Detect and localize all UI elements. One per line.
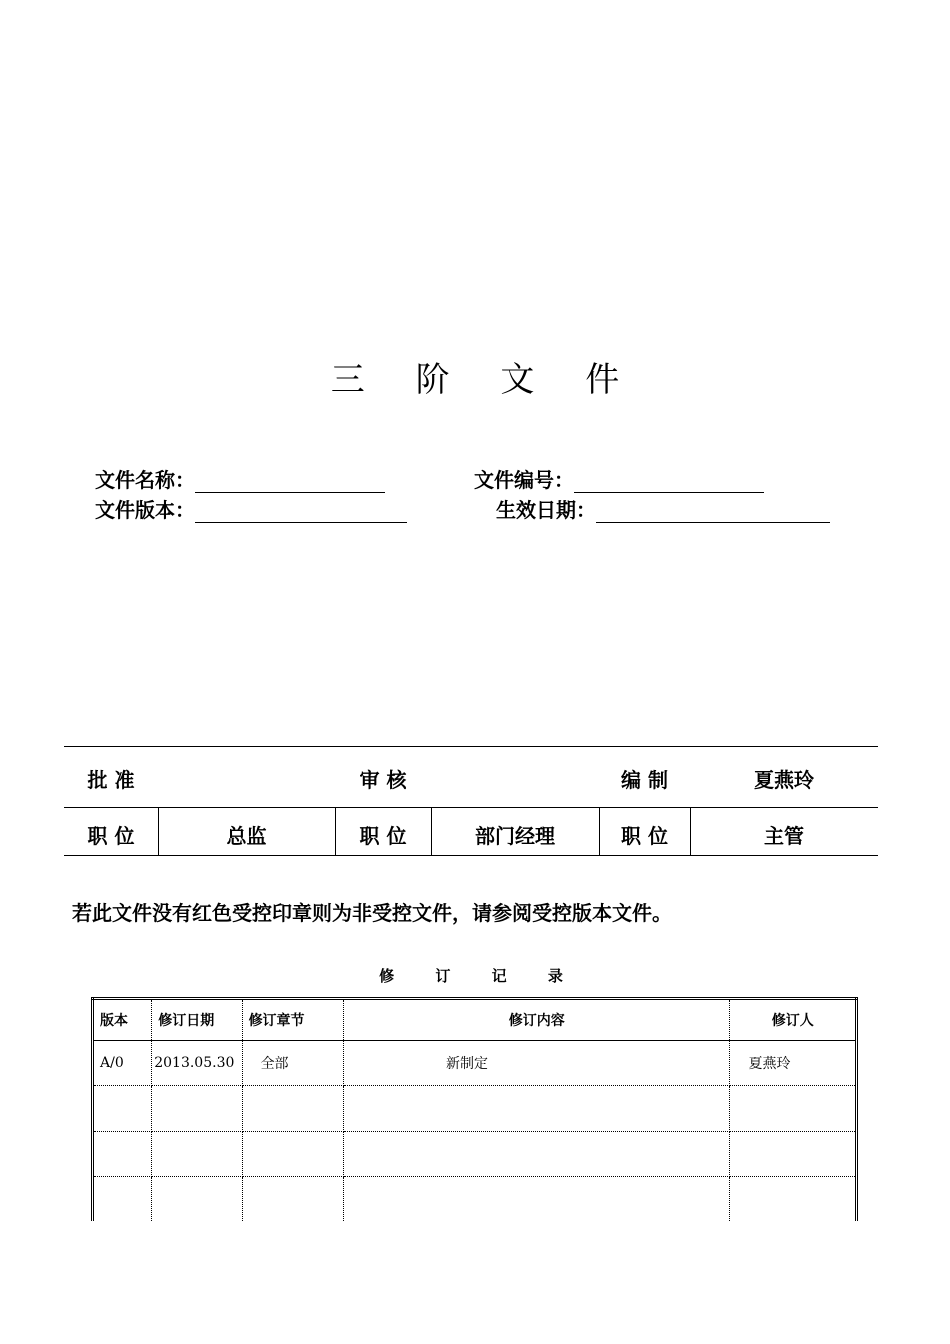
file-version-blank: [195, 500, 407, 523]
review-position-label: 职 位: [359, 824, 407, 848]
file-number-label: 文件编号：: [474, 468, 574, 492]
file-number-field: [474, 464, 764, 493]
file-name-label: 文件名称：: [95, 468, 195, 492]
header-reviser: 修订人: [730, 999, 857, 1041]
approve-label: 批 准: [87, 768, 135, 792]
table-row: [93, 1131, 857, 1176]
revision-title: 修 订 记 录: [379, 967, 581, 985]
file-version-field: [95, 494, 407, 523]
file-name-blank: [195, 470, 385, 493]
document-title: 三 阶 文 件: [330, 360, 640, 400]
cell-version: [93, 1131, 152, 1176]
prepare-position: 主管: [764, 824, 804, 848]
cell-date: [152, 1131, 242, 1176]
cell-content: [343, 1176, 730, 1221]
cell-content: 新制定: [343, 1041, 730, 1086]
approval-top-rule: [64, 746, 878, 747]
header-content: 修订内容: [343, 999, 730, 1041]
table-row: [93, 1041, 857, 1086]
revision-header-row: [93, 999, 857, 1041]
approval-middle-rule: [64, 807, 878, 808]
cell-version: [93, 1086, 152, 1131]
effective-date-field: [496, 494, 830, 523]
file-version-label: 文件版本：: [95, 498, 195, 522]
cell-content: [343, 1131, 730, 1176]
approve-position-label: 职 位: [87, 824, 135, 848]
prepare-position-label: 职 位: [621, 824, 668, 848]
cell-section: [242, 1176, 343, 1221]
prepare-name: 夏燕玲: [754, 768, 814, 792]
header-date: 修订日期: [152, 999, 242, 1041]
control-notice: 若此文件没有红色受控印章则为非受控文件，请参阅受控版本文件。: [72, 901, 672, 925]
cell-reviser: 夏燕玲: [730, 1041, 857, 1086]
cell-content: [343, 1086, 730, 1131]
cell-reviser: [730, 1131, 857, 1176]
cell-section: 全部: [242, 1041, 343, 1086]
revision-table: [91, 997, 858, 1221]
review-label: 审 核: [359, 768, 407, 792]
approval-bottom-rule: [64, 855, 878, 856]
cell-section: [242, 1086, 343, 1131]
review-position: 部门经理: [475, 824, 555, 848]
cell-version: [93, 1176, 152, 1221]
cell-reviser: [730, 1176, 857, 1221]
cell-version: A/0: [93, 1041, 152, 1086]
approve-position: 总监: [226, 824, 267, 848]
cell-section: [242, 1131, 343, 1176]
effective-date-blank: [596, 500, 830, 523]
header-version: 版本: [93, 999, 152, 1041]
cell-date: 2013.05.30: [152, 1041, 242, 1086]
approval-table: [64, 746, 878, 856]
prepare-label: 编 制: [621, 768, 668, 792]
cell-reviser: [730, 1086, 857, 1131]
table-row: [93, 1086, 857, 1131]
file-number-blank: [574, 470, 764, 493]
header-section: 修订章节: [242, 999, 343, 1041]
table-row: [93, 1176, 857, 1221]
effective-date-label: 生效日期：: [496, 498, 596, 522]
cell-date: [152, 1086, 242, 1131]
cell-date: [152, 1176, 242, 1221]
file-name-field: [95, 464, 385, 493]
